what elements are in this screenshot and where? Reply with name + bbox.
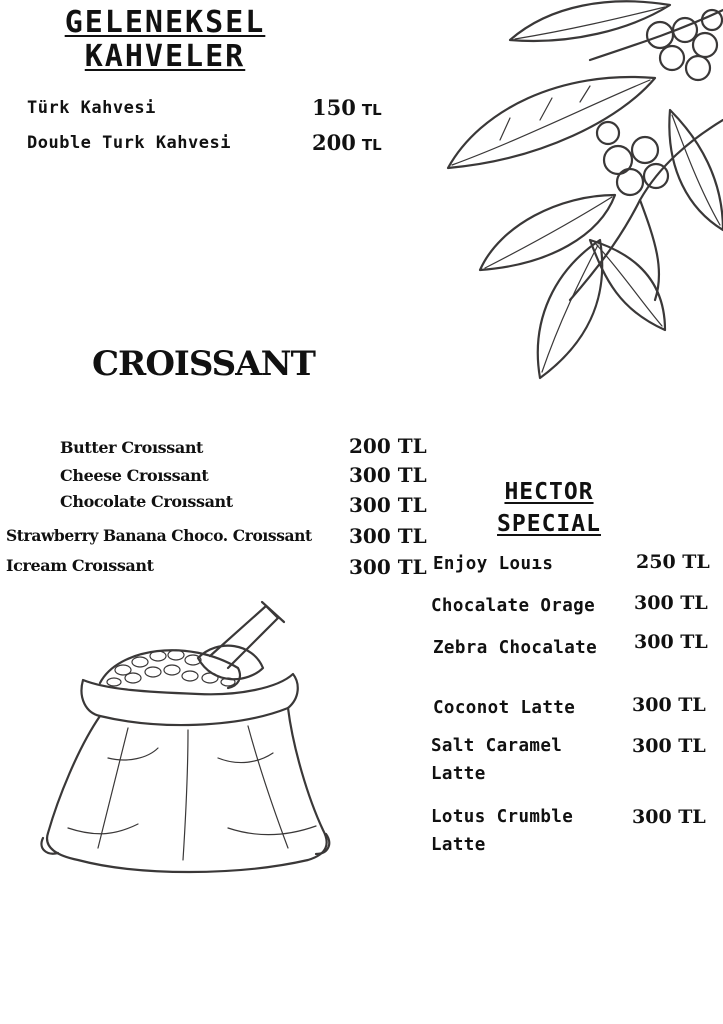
menu-item-name: Coconot Latte <box>433 698 576 718</box>
menu-item-name: Chocalate Orage <box>431 596 596 616</box>
menu-item-name: Butter Croıssant <box>60 438 204 457</box>
menu-item-name: Cheese Croıssant <box>60 466 209 485</box>
menu-item-name: Chocolate Croıssant <box>60 492 233 511</box>
menu-item-price: 250 TL <box>636 551 710 573</box>
menu-item-price: 300 TL <box>634 631 708 653</box>
menu-item-price: 300 TL <box>349 524 427 548</box>
coffee-bean-sack-icon <box>38 598 333 882</box>
section-title-hector-special: HECTOR SPECIAL <box>497 479 601 537</box>
menu-item-name: Icream Croıssant <box>6 556 154 575</box>
section-title-geleneksel: GELENEKSEL KAHVELER <box>64 5 266 74</box>
coffee-branch-icon <box>440 0 723 385</box>
menu-item-name: Lotus Crumble Latte <box>431 807 574 855</box>
section-title-croissant: CROISSANT <box>92 344 315 384</box>
menu-item-name: Salt Caramel Latte <box>431 736 563 784</box>
menu-item-price: 200 TL <box>312 130 382 155</box>
menu-item-price: 150 TL <box>312 95 382 120</box>
menu-item-price: 300 TL <box>632 806 706 828</box>
menu-item-price: 300 TL <box>349 493 427 517</box>
menu-item-price: 300 TL <box>632 694 706 716</box>
menu-item-name: Türk Kahvesi <box>27 98 156 118</box>
menu-item-name: Double Turk Kahvesi <box>27 133 231 153</box>
menu-item-price: 300 TL <box>634 592 708 614</box>
menu-item-price: 200 TL <box>349 434 427 458</box>
menu-item-name: Zebra Chocalate <box>433 638 598 658</box>
menu-item-name: Enjoy Louıs <box>433 554 554 574</box>
menu-item-price: 300 TL <box>349 463 427 487</box>
menu-item-price: 300 TL <box>632 735 706 757</box>
menu-item-price: 300 TL <box>349 555 427 579</box>
menu-item-name: Strawberry Banana Choco. Croıssant <box>6 526 312 545</box>
